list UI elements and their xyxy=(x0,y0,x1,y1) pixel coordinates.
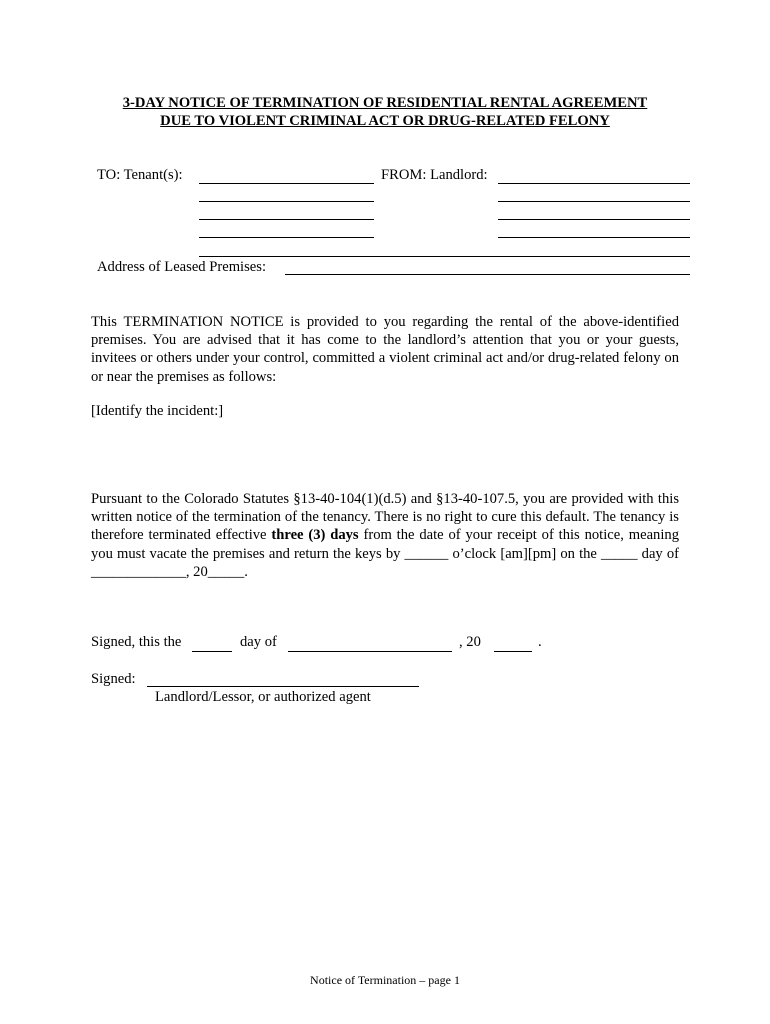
landlord-name-line-2[interactable] xyxy=(498,201,690,202)
page-footer: Notice of Termination – page 1 xyxy=(310,973,460,987)
tenant-name-line-2[interactable] xyxy=(199,201,374,202)
landlord-label: FROM: Landlord: xyxy=(381,167,488,183)
tenant-label: TO: Tenant(s): xyxy=(97,167,183,183)
address-line[interactable] xyxy=(285,274,690,275)
signature-line[interactable] xyxy=(147,686,419,687)
signed-day-line[interactable] xyxy=(192,651,232,652)
address-label: Address of Leased Premises: xyxy=(97,259,267,275)
address-line-upper[interactable] xyxy=(199,256,690,257)
paragraph-2-text-start: Pursuant to the Colorado Statutes §13-40-104(1)(d.5) and §13-40-107.5, you are provided with this written notice of the termination of the tenancy. There is no right to cure this default. The tenancy is therefore terminated effective xyxy=(91,491,679,544)
year-prefix-label: , 20 xyxy=(459,634,481,650)
tenant-name-line-4[interactable] xyxy=(199,237,374,238)
notice-paragraph-1: This TERMINATION NOTICE is provided to you regarding the rental of the above-identified premises. You are advised that it has come to the landlord’s attention that you or your guests, invitees or others under your control, committed a violent criminal act and/or drug-related felony on or near the premises as follows: xyxy=(91,314,679,385)
tenant-name-line-3[interactable] xyxy=(199,219,374,220)
signed-label: Signed: xyxy=(91,671,136,687)
notice-paragraph-2 xyxy=(91,490,679,581)
landlord-name-line-1[interactable] xyxy=(498,183,690,184)
date-period: . xyxy=(538,634,542,650)
three-days-emphasis: three (3) days xyxy=(271,527,359,544)
signed-this-label: Signed, this the xyxy=(91,634,182,650)
signed-year-line[interactable] xyxy=(494,651,532,652)
landlord-name-line-3[interactable] xyxy=(498,219,690,220)
signer-caption: Landlord/Lessor, or authorized agent xyxy=(155,689,371,705)
document-title-line-1: 3-DAY NOTICE OF TERMINATION OF RESIDENTIAL RENTAL AGREEMENT xyxy=(122,95,648,111)
landlord-name-line-4[interactable] xyxy=(498,237,690,238)
document-title-line-2: DUE TO VIOLENT CRIMINAL ACT OR DRUG-RELATED FELONY xyxy=(160,113,610,129)
tenant-name-line-1[interactable] xyxy=(199,183,374,184)
incident-label: [Identify the incident:] xyxy=(91,403,224,419)
signed-month-line[interactable] xyxy=(288,651,452,652)
day-of-label: day of xyxy=(240,634,277,650)
paragraph-2-text-end: from the date of your receipt of this notice, meaning you must vacate the premises and return the keys by ______ o’clock [am][pm] on the _____ day of _____________, 20_____. xyxy=(91,527,679,580)
